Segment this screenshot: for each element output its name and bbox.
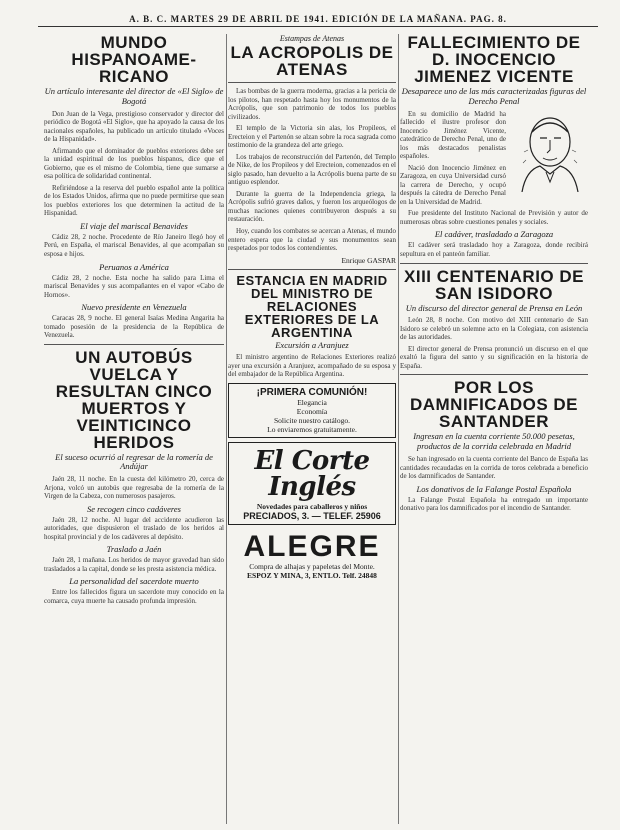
subheading: El cadáver, trasladado a Zaragoza xyxy=(434,229,554,240)
ad-text: Novedades para caballeros y niños xyxy=(256,501,368,511)
article-paragraph: Caracas 28, 9 noche. El general Isaías Medina Angarita ha tomado posesión de la presidencia de la República de Venezuela. xyxy=(44,314,224,340)
deck: Un artículo interesante del director de «El Siglo» de Bogotá xyxy=(44,86,224,106)
ad-alegre xyxy=(228,529,396,583)
divider xyxy=(400,374,588,375)
kicker: Estampas de Atenas xyxy=(279,34,345,43)
divider xyxy=(400,263,588,264)
ad-text: PRECIADOS, 3. — TELEF. 25906 xyxy=(243,510,381,521)
article-paragraph: El cadáver será trasladado hoy a Zaragoza, donde recibirá sepultura en el panteón familiar. xyxy=(400,241,588,258)
article-paragraph: Afirmando que el dominador de pueblos exteriores debe ser la unidad espiritual de los pueblos hispanos, dice que el Gobierno, que es el mismo de Colombia, tiene que sumarse a esa política de solidaridad continental. xyxy=(44,146,224,181)
divider xyxy=(228,269,396,270)
article-paragraph: En su domicilio de Madrid ha fallecido el ilustre profesor don Inocencio Jiménez Vicente, catedrático de Derecho Penal, uno de los más destacados penalistas españoles. xyxy=(400,109,506,161)
subheading: La personalidad del sacerdote muerto xyxy=(69,576,199,587)
article-paragraph: Cádiz 28, 2 noche. Procedente de Río Janeiro llegó hoy el Perú, en España, el mariscal Benavides, al que acompañan su esposa e hijos. xyxy=(44,232,224,258)
headline-damnificados: POR LOS DAMNIFICADOS DE SANTANDER xyxy=(409,378,579,432)
divider xyxy=(228,82,396,83)
article-paragraph: Jaén 28, 12 noche. Al lugar del accidente acudieron las autoridades, que dispusieron el traslado de los heridos al hospital provincial y de los cadáveres al depósito. xyxy=(44,515,224,541)
ad-title: ¡PRIMERA COMUNIÓN! xyxy=(256,386,368,398)
column-left xyxy=(44,34,224,824)
article-paragraph: Hoy, cuando los combates se acercan a Atenas, el mundo entero espera que la ciudad y sus monumentos sean respetados por todos los contendientes. xyxy=(228,226,396,253)
ad-text: Elegancia xyxy=(297,397,327,407)
article-paragraph: Jaén 28, 11 noche. En la cuesta del kilómetro 20, cerca de Arjona, volcó un autobús que regresaba de la romería de la Virgen de la Cabeza, con numerosos pasajeros. xyxy=(44,475,224,501)
ad-text: Lo enviaremos gratuitamente. xyxy=(267,424,357,434)
subheading: Se recogen cinco cadáveres xyxy=(86,503,181,514)
article-paragraph: Los trabajos de reconstrucción del Partenón, del Templo de Nike, de los Propileos y del Erecteion, comenzados en el siglo pasado, han devuelto a la Acrópolis buena parte de su antiguo esplendor. xyxy=(228,152,396,187)
article-paragraph: Se han ingresado en la cuenta corriente del Banco de España las cantidades recaudadas en la corrida de toros celebrada a beneficio de los damnificados de Santander. xyxy=(400,454,588,481)
headline-acropolis: LA ACROPOLIS DE ATENAS xyxy=(230,43,394,79)
headline-autobus: UN AUTOBÚS VUELCA Y RESULTAN CINCO MUERTOS Y VEINTICINCO HERIDOS xyxy=(55,347,213,452)
column-center xyxy=(228,34,396,824)
ad-text: ESPOZ Y MINA, 3, ENTLO. Telf. 24848 xyxy=(247,570,377,580)
article-paragraph: El director general de Prensa pronunció un discurso en el que exaltó la figura del santo y su significación en la historia de España. xyxy=(400,344,588,370)
ad-brand-logo: ALEGRE xyxy=(243,529,381,563)
column-rule xyxy=(398,34,399,824)
portrait-illustration xyxy=(510,110,588,192)
subheading: El viaje del mariscal Benavides xyxy=(80,220,188,231)
byline: Enrique GASPAR xyxy=(341,255,396,265)
deck: El suceso ocurrió al regresar de la romería de Andújar xyxy=(55,451,213,472)
ad-text: Solicite nuestro catálogo. xyxy=(273,415,351,425)
subheading: Los donativos de la Falange Postal Española xyxy=(416,483,572,494)
ad-el-corte-ingles xyxy=(228,442,396,525)
article-paragraph: Cádiz 28, 2 noche. Esta noche ha salido para Lima el mariscal Benavides y sus acompañantes en el vapor «Cabo de Hornos». xyxy=(44,273,224,299)
deck: Ingresan en la cuenta corriente 50.000 pesetas, productos de la corrida celebrada en Madrid xyxy=(413,431,575,452)
article-paragraph: León 28, 8 noche. Con motivo del XIII centenario de San Isidoro se celebró un solemne acto en la Colegiata, con asistencia de las autoridades. xyxy=(400,316,588,342)
article-paragraph: Fue presidente del Instituto Nacional de Previsión y autor de numerosas obras sobre cuestiones penales y sociales. xyxy=(400,209,588,226)
headline-mundo-hispanoamericano: MUNDO HISPANOAME-RICANO xyxy=(71,34,197,86)
column-right xyxy=(400,34,588,824)
subheading: Peruanos a América xyxy=(99,261,169,272)
article-paragraph: Nació don Inocencio Jiménez en Zaragoza, en cuya Universidad cursó la carrera de Derecho, y ocupó después la cátedra de Derecho Penal en la Universidad de Madrid. xyxy=(400,163,506,206)
deck: Excursión a Aranjuez xyxy=(275,339,349,350)
column-rule xyxy=(226,34,227,824)
article-paragraph: Durante la guerra de la Independencia griega, la Acrópolis sufrió graves daños, y fueron los arqueólogos de muchas naciones quienes contribuyeron después a su restauración. xyxy=(228,189,396,224)
article-paragraph: Entre los fallecidos figura un sacerdote muy conocido en la comarca, cuya muerte ha causado profunda impresión. xyxy=(44,588,224,605)
article-paragraph: Don Juan de la Vega, prestigioso conservador y director del periódico de Bogotá «El Siglo», que ha apoyado la causa de los nacionales españoles, ha publicado un artículo titulado «Voces de la Hispanidad». xyxy=(44,109,224,144)
deck: Un discurso del director general de Prensa en León xyxy=(405,302,583,313)
article-paragraph: Las bombas de la guerra moderna, gracias a la pericia de los pilotos, han respetado hasta hoy los monumentos de la Acrópolis, que son patrimonio de todos los pueblos civilizados. xyxy=(228,87,396,121)
article-paragraph: Jaén 28, 1 mañana. Los heridos de mayor gravedad han sido trasladados a la capital, donde se les presta asistencia médica. xyxy=(44,556,224,573)
subheading: Traslado a Jaén xyxy=(106,544,162,555)
masthead: A. B. C. MARTES 29 DE ABRIL DE 1941. EDICIÓN DE LA MAÑANA. PAG. 8. xyxy=(38,14,598,27)
deck: Desaparece uno de las más caracterizadas figuras del Derecho Penal xyxy=(401,86,587,106)
subheading: Nuevo presidente en Venezuela xyxy=(81,302,187,313)
article-paragraph: El templo de la Victoria sin alas, los Propileos, el Erecteion y el Partenón se alzan sobre la roca sagrada como testimonio de la grandeza del arte griego. xyxy=(228,124,396,150)
headline-estancia-madrid: ESTANCIA EN MADRID DEL MINISTRO DE RELACIONES EXTERIORES DE LA ARGENTINA xyxy=(236,272,388,340)
article-paragraph: La Falange Postal Española ha entregado un importante donativo para los damnificados por el incendio de Santander. xyxy=(400,495,588,513)
article-paragraph: El ministro argentino de Relaciones Exteriores realizó ayer una excursión a Aranjuez, acompañado de su esposa y del embajador de la República Argentina. xyxy=(228,353,396,379)
divider xyxy=(44,344,224,345)
ad-brand-logo: El Corte Inglés xyxy=(254,445,370,502)
headline-san-isidoro: XIII CENTENARIO DE SAN ISIDORO xyxy=(404,266,584,303)
ad-primera-comunion xyxy=(228,383,396,438)
ad-text: Compra de alhajas y papeletas del Monte. xyxy=(249,561,375,571)
article-paragraph: Refiriéndose a la reserva del pueblo español ante la política de los Estados Unidos, afirma que no puede permitirse que sean los pueblos exteriores los que determinen la actitud de la Hispanidad. xyxy=(44,183,224,218)
ad-text: Economía xyxy=(296,406,328,416)
headline-fallecimiento: FALLECIMIENTO DE D. INOCENCIO JIMENEZ VICENTE xyxy=(407,34,581,86)
